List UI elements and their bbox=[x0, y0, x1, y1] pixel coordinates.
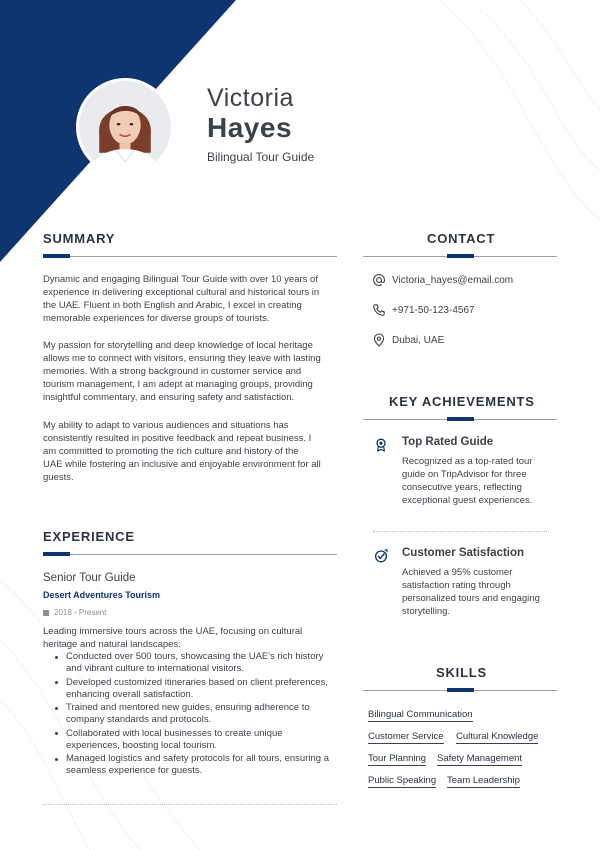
skill-tag: Customer Service bbox=[368, 731, 444, 742]
text-line: Dynamic and engaging Bilingual Tour Guide with over 10 years of bbox=[43, 274, 318, 285]
at-sign-icon bbox=[372, 273, 386, 287]
list-item bbox=[53, 651, 338, 675]
achievement-description bbox=[402, 455, 552, 507]
text-line: insightful commentary, and ensuring safety and satisfaction. bbox=[43, 392, 295, 403]
summary-rule bbox=[43, 256, 337, 257]
text-line: satisfaction rating through bbox=[402, 580, 511, 591]
text-line: Developed customized itineraries based on client preferences, bbox=[66, 676, 328, 688]
text-line: the UAE. Fluent in both English and Arabic, I excel in creating bbox=[43, 300, 302, 311]
skill-tag: Public Speaking bbox=[368, 775, 437, 786]
experience-dates-text: 2018 - Present bbox=[54, 608, 107, 617]
experience-dates bbox=[43, 608, 106, 617]
target-check-icon bbox=[374, 549, 388, 563]
achievement-divider bbox=[373, 531, 549, 532]
text-line: exceptional guest experiences. bbox=[402, 495, 533, 506]
text-line: memories. With a strong background in customer service and bbox=[43, 366, 302, 377]
text-line: Trained and mentored new guides, ensuring adherence to bbox=[66, 702, 310, 713]
text-line: Conducted over 500 tours, showcasing the UAE's rich history bbox=[66, 651, 324, 662]
bullet-dot bbox=[55, 681, 58, 684]
calendar-icon bbox=[43, 610, 49, 616]
job-title: Bilingual Tour Guide bbox=[207, 150, 315, 164]
text-line: storytelling. bbox=[402, 606, 451, 617]
summary-heading: SUMMARY bbox=[43, 231, 116, 246]
section-divider bbox=[43, 804, 337, 805]
summary-paragraph bbox=[43, 419, 321, 484]
text-line: enhancing overall satisfaction. bbox=[66, 688, 194, 700]
skill-tag: Team Leadership bbox=[447, 775, 520, 786]
text-line: Leading immersive tours across the UAE, focusing on cultural bbox=[43, 626, 303, 637]
first-name: Victoria bbox=[207, 84, 294, 112]
summary-paragraph bbox=[43, 273, 319, 325]
contact-accent bbox=[447, 254, 474, 258]
profile-photo bbox=[76, 78, 174, 176]
list-item bbox=[53, 728, 338, 752]
skill-tag: Safety Management bbox=[437, 753, 523, 764]
text-line: tourism management, I am adept at managing groups, providing bbox=[43, 379, 313, 390]
phone-icon bbox=[372, 303, 386, 317]
text-line: My passion for storytelling and deep knowledge of local heritage bbox=[43, 340, 313, 351]
contact-location bbox=[372, 333, 444, 347]
text-line: company standards and protocols. bbox=[66, 714, 212, 725]
bullet-dot bbox=[55, 732, 58, 735]
text-line: experience in delivering exceptional cultural and historical tours in bbox=[43, 287, 320, 298]
text-line: My ability to adapt to various audiences and situations has bbox=[43, 420, 289, 431]
achievements-accent bbox=[447, 417, 474, 421]
contact-email[interactable] bbox=[372, 273, 513, 287]
contact-location-text: Dubai, UAE bbox=[392, 334, 445, 346]
achievement-description bbox=[402, 566, 552, 618]
map-pin-icon bbox=[372, 333, 386, 347]
skill-tag: Tour Planning bbox=[368, 753, 427, 764]
text-line: UAE while fostering an inclusive and enjoyable environment for all bbox=[43, 459, 321, 470]
text-line: Achieved a 95% customer bbox=[402, 567, 513, 578]
achievement-title: Top Rated Guide bbox=[402, 436, 494, 448]
bullet-dot bbox=[55, 758, 58, 761]
text-line: personalized tours and engaging bbox=[402, 593, 540, 604]
text-line: seamless experience for guests. bbox=[66, 765, 203, 776]
text-line: and vibrant culture to international visitors. bbox=[66, 663, 244, 674]
bullet-dot bbox=[55, 707, 58, 710]
skills-heading: SKILLS bbox=[436, 665, 488, 680]
text-line: am committed to promoting the rich culture and history of the bbox=[43, 446, 299, 457]
summary-paragraph bbox=[43, 339, 321, 404]
experience-bullets bbox=[53, 651, 338, 779]
contact-email-text[interactable]: Victoria_hayes@email.com bbox=[392, 274, 514, 286]
list-item bbox=[53, 702, 338, 726]
experience-company: Desert Adventures Tourism bbox=[43, 590, 161, 600]
text-line: guide on TripAdvisor for three bbox=[402, 469, 527, 480]
list-item bbox=[53, 753, 338, 777]
text-line: Recognized as a top-rated tour bbox=[402, 456, 533, 467]
text-line: allows me to connect with visitors, ensuring they leave with lasting bbox=[43, 353, 321, 364]
text-line: memorable experiences for diverse groups of tourists. bbox=[43, 313, 270, 324]
text-line: consistently resulted in positive feedback and repeat business. I bbox=[43, 433, 312, 444]
summary-accent bbox=[43, 254, 70, 258]
contact-heading: CONTACT bbox=[427, 231, 496, 246]
experience-accent bbox=[43, 552, 70, 556]
achievements-heading: KEY ACHIEVEMENTS bbox=[389, 394, 535, 409]
experience-intro bbox=[43, 625, 302, 651]
text-line: heritage and natural landscapes. bbox=[43, 639, 181, 650]
experience-role: Senior Tour Guide bbox=[43, 572, 136, 584]
bullet-dot bbox=[55, 656, 58, 659]
avatar-portrait bbox=[79, 81, 171, 173]
text-line: guests. bbox=[43, 472, 74, 483]
achievement-title: Customer Satisfaction bbox=[402, 547, 525, 559]
last-name: Hayes bbox=[207, 112, 293, 143]
skill-tag: Bilingual Communication bbox=[368, 709, 473, 720]
list-item bbox=[53, 677, 338, 701]
text-line: Managed logistics and safety protocols for all tours, ensuring a bbox=[66, 753, 329, 764]
skills-accent bbox=[447, 688, 474, 692]
text-line: experiences, boosting local tourism. bbox=[66, 739, 218, 751]
experience-rule bbox=[43, 554, 337, 555]
text-line: Collaborated with local businesses to create unique bbox=[66, 727, 283, 739]
experience-heading: EXPERIENCE bbox=[43, 529, 135, 544]
text-line: consecutive years, reflecting bbox=[402, 482, 522, 493]
award-ribbon-icon bbox=[374, 438, 388, 452]
skill-tag: Cultural Knowledge bbox=[456, 731, 539, 742]
contact-phone[interactable] bbox=[372, 303, 475, 317]
contact-phone-text[interactable]: +971-50-123-4567 bbox=[392, 304, 475, 316]
